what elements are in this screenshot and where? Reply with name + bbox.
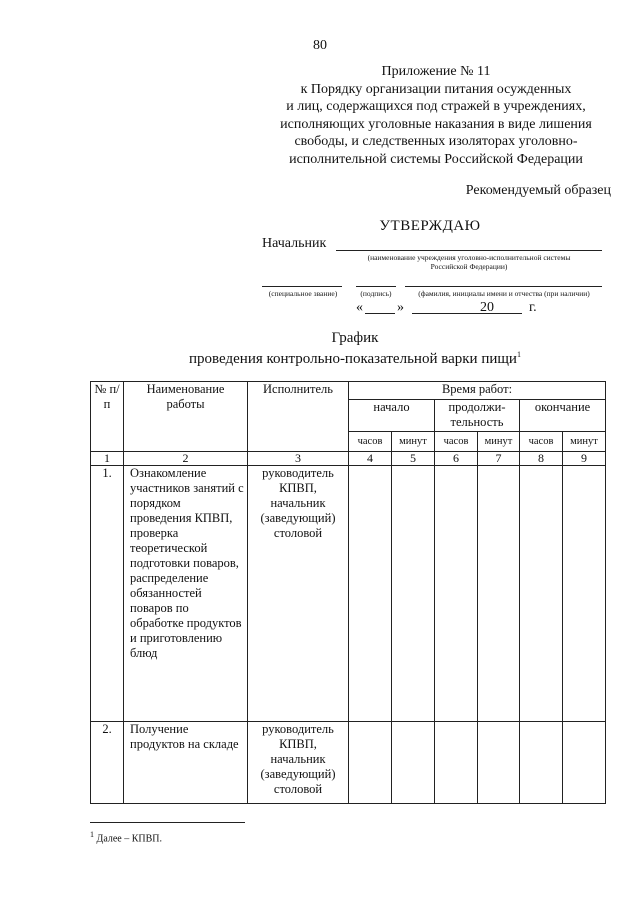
header-name: Наименование работы — [124, 382, 248, 452]
rank-caption: (специальное звание) — [268, 289, 338, 298]
column-index: 5 — [392, 452, 435, 466]
header-duration: продолжи-тельность — [435, 400, 520, 432]
row-start-hours — [349, 466, 392, 722]
table-row — [91, 722, 606, 804]
row-duration-minutes — [478, 722, 520, 804]
row-duration-hours — [435, 722, 478, 804]
appendix-line: исполняющих уголовные наказания в виде лишения — [280, 116, 592, 132]
appendix-line: исполнительной системы Российской Федерации — [289, 151, 583, 167]
footnote-mark: 1 — [516, 350, 521, 359]
recommended-sample-label: Рекомендуемый образец — [465, 183, 611, 198]
row-start-hours — [349, 722, 392, 804]
row-duration-hours — [435, 466, 478, 722]
header-minutes: минут — [563, 432, 606, 452]
signature-caption: (подпись) — [360, 289, 392, 298]
appendix-line: свободы, и следственных изоляторах уголовно- — [294, 134, 578, 149]
column-index: 2 — [124, 452, 248, 466]
date-open-quote: « — [356, 300, 363, 315]
header-hours: часов — [520, 432, 563, 452]
footnote-text: Далее – КПВП. — [96, 833, 162, 845]
row-start-minutes — [392, 722, 435, 804]
date-day-blank — [365, 313, 395, 314]
date-year-blank — [497, 313, 522, 314]
column-index: 1 — [91, 452, 124, 466]
row-executor: руководитель КПВП, начальник (заведующий) столовой — [248, 466, 349, 722]
document-title — [0, 330, 640, 368]
column-index: 9 — [563, 452, 606, 466]
row-end-minutes — [563, 722, 606, 804]
header-num: № п/п — [91, 382, 124, 452]
row-start-minutes — [392, 466, 435, 722]
date-year-prefix: 20 — [480, 300, 494, 315]
appendix-block — [250, 63, 622, 168]
approval-date — [356, 300, 606, 320]
footnote-separator — [90, 822, 245, 823]
column-index: 3 — [248, 452, 349, 466]
header-time: Время работ: — [349, 382, 606, 400]
header-hours: часов — [349, 432, 392, 452]
header-minutes: минут — [478, 432, 520, 452]
head-label: Начальник — [262, 236, 327, 251]
header-start: начало — [349, 400, 435, 432]
row-work-name: Ознакомление участников занятий с порядком проведения КПВП, проверка теоретической подготовки поваров, распределение обязанностей поваров по обработке продуктов и приготовлению блюд — [124, 466, 248, 722]
institution-caption: (наименование учреждения уголовно-исполнительной системы Российской Федерации) — [367, 253, 571, 271]
date-suffix: г. — [529, 300, 537, 315]
column-index: 6 — [435, 452, 478, 466]
header-end: окончание — [520, 400, 606, 432]
header-executor: Исполнитель — [248, 382, 349, 452]
row-duration-minutes — [478, 466, 520, 722]
column-index: 7 — [478, 452, 520, 466]
schedule-table — [90, 381, 606, 804]
row-work-name: Получение продуктов на складе — [124, 722, 248, 804]
column-index: 8 — [520, 452, 563, 466]
column-index-row — [91, 452, 606, 466]
name-caption: (фамилия, инициалы имени и отчества (при наличии) — [418, 289, 590, 298]
header-hours: часов — [435, 432, 478, 452]
row-end-minutes — [563, 466, 606, 722]
column-index: 4 — [349, 452, 392, 466]
appendix-line: к Порядку организации питания осужденных — [300, 81, 572, 97]
date-close-quote: » — [397, 300, 404, 315]
approval-heading: УТВЕРЖДАЮ — [379, 218, 481, 234]
signature-line — [356, 274, 396, 287]
row-end-hours — [520, 466, 563, 722]
row-end-hours — [520, 722, 563, 804]
table-row — [91, 466, 606, 722]
institution-line — [336, 235, 602, 251]
header-minutes: минут — [392, 432, 435, 452]
name-line — [405, 274, 602, 287]
row-number: 2. — [91, 722, 124, 804]
title-line-1: График — [331, 330, 379, 346]
footnote — [90, 830, 162, 844]
footnote-number: 1 — [90, 830, 94, 839]
page-number: 80 — [313, 38, 327, 53]
row-executor: руководитель КПВП, начальник (заведующий) столовой — [248, 722, 349, 804]
appendix-title: Приложение № 11 — [381, 64, 491, 79]
rank-line — [262, 274, 342, 287]
title-line-2: проведения контрольно-показательной варки пищи$^1$ — [189, 350, 521, 367]
appendix-line: и лиц, содержащихся под стражей в учреждениях, — [286, 99, 586, 114]
row-number: 1. — [91, 466, 124, 722]
